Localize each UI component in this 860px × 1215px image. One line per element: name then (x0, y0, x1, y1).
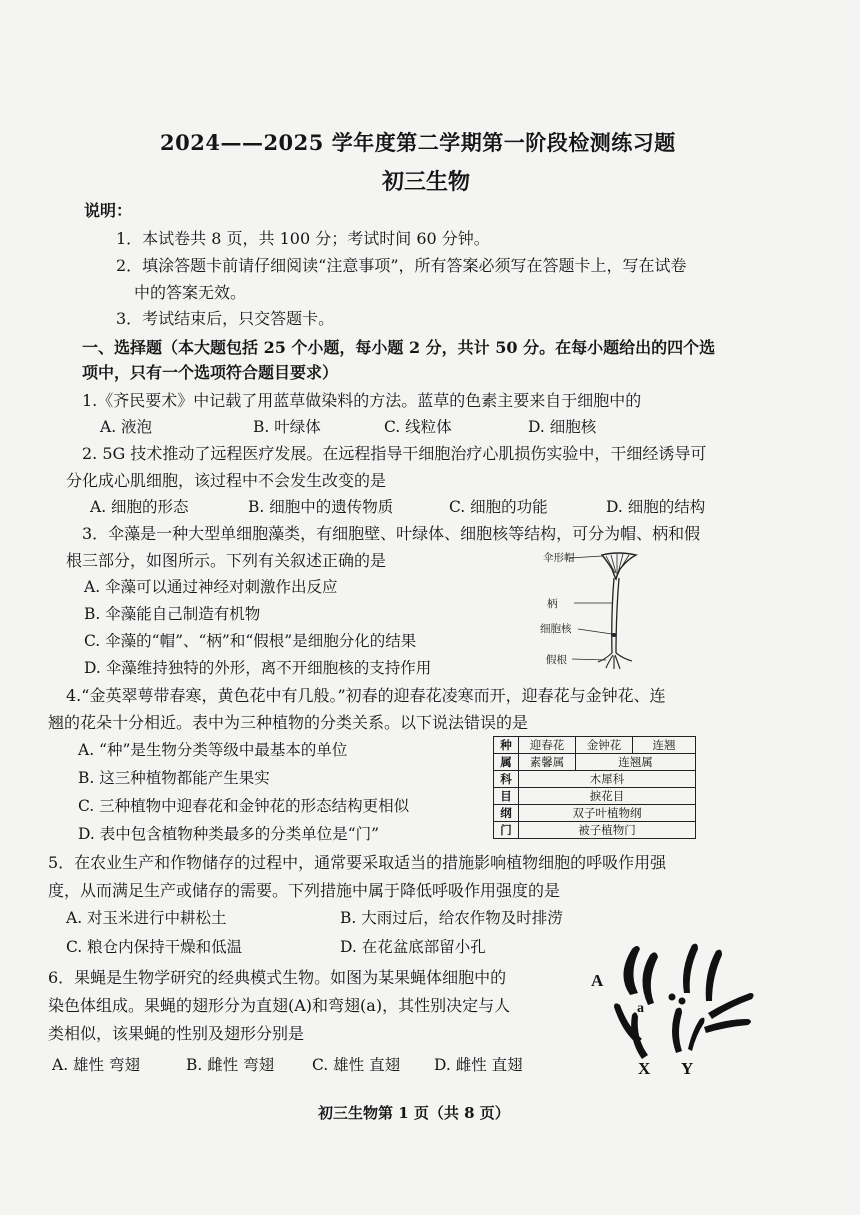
table-row (494, 737, 696, 754)
instructions-heading: 说明： (84, 201, 133, 220)
instruction-item: 2．填涂答题卡前请仔细阅读“注意事项”，所有答案必须写在答题卡上，写在试卷 (116, 256, 687, 275)
exam-title: 2024——2025 学年度第二学期第一阶段检测练习题 (160, 130, 676, 155)
question-stem: 翘的花朵十分相近。表中为三种植物的分类关系。以下说法错误的是 (48, 713, 529, 732)
table-row (494, 788, 696, 805)
question-stem: 度，从而满足生产或储存的需要。下列措施中属于降低呼吸作用强度的是 (48, 881, 561, 900)
section-heading: 一、选择题（本大题包括 25 个小题，每小题 2 分，共计 50 分。在每小题给出的四个选 (82, 338, 716, 357)
option: C. 伞藻的“帽”、“柄”和“假根”是细胞分化的结果 (84, 632, 417, 650)
option: A. 伞藻可以通过神经对刺激作出反应 (84, 578, 338, 596)
option: D. 细胞核 (528, 418, 597, 436)
figure-label-rhizoid: 假根 (546, 654, 567, 666)
instruction-item: 1．本试卷共 8 页，共 100 分；考试时间 60 分钟。 (116, 229, 490, 248)
table-cell: 被子植物门 (519, 822, 696, 839)
option: B. 叶绿体 (253, 418, 321, 436)
table-cell: 连翘属 (576, 754, 696, 771)
gene-label-a: a (637, 1001, 644, 1016)
figure-label-cap: 伞形帽 (543, 552, 575, 564)
rank-cell: 目 (494, 788, 519, 805)
instruction-item: 3．考试结束后，只交答题卡。 (116, 309, 335, 328)
rank-cell: 纲 (494, 805, 519, 822)
taxonomy-table (493, 736, 696, 839)
section-heading: 项中，只有一个选项符合题目要求） (82, 363, 339, 382)
table-row (494, 754, 696, 771)
option: D. 伞藻维持独特的外形，离不开细胞核的支持作用 (84, 659, 432, 677)
option: B. 雌性 弯翅 (186, 1056, 275, 1074)
figure-label-stalk: 柄 (547, 598, 558, 610)
question-stem: 类相似，该果蝇的性别及翅形分别是 (48, 1024, 305, 1043)
option: C. 三种植物中迎春花和金钟花的形态结构更相似 (78, 797, 410, 815)
table-row (494, 771, 696, 788)
option: B. 细胞中的遗传物质 (248, 498, 394, 516)
option: D. 在花盆底部留小孔 (340, 938, 486, 956)
option: A. “种”是生物分类等级中最基本的单位 (78, 741, 348, 759)
table-cell: 金钟花 (576, 737, 633, 754)
question-stem: 根三部分，如图所示。下列有关叙述正确的是 (66, 551, 387, 570)
instruction-item: 中的答案无效。 (134, 283, 247, 302)
rank-cell: 门 (494, 822, 519, 839)
option: D. 雌性 直翅 (434, 1056, 523, 1074)
exam-subject: 初三生物 (382, 169, 471, 195)
option: D. 细胞的结构 (606, 498, 706, 516)
table-cell: 连翘 (633, 737, 696, 754)
rank-cell: 种 (494, 737, 519, 754)
question-stem: 染色体组成。果蝇的翅形分为直翅(A)和弯翅(a)，其性别决定与人 (48, 996, 511, 1015)
table-cell: 木犀科 (519, 771, 696, 788)
question-stem: 1.《齐民要术》中记载了用蓝草做染料的方法。蓝草的色素主要来自于细胞中的 (82, 391, 642, 410)
taxonomy-table-wrapper (493, 736, 696, 839)
chromosome-label-y: Y (681, 1059, 694, 1078)
option: A. 雄性 弯翅 (52, 1056, 140, 1074)
question-stem: 分化成心肌细胞，该过程中不会发生改变的是 (66, 471, 387, 490)
option: C. 线粒体 (384, 418, 452, 436)
gene-label-A: A (591, 971, 604, 990)
page-footer: 初三生物第 1 页（共 8 页） (318, 1104, 510, 1122)
table-row (494, 805, 696, 822)
chromosome-label-x: X (638, 1059, 651, 1078)
chromosome-drawing (588, 935, 768, 1085)
figure-label-nucleus: 细胞核 (540, 623, 572, 635)
acetabularia-figure (540, 545, 660, 675)
question-stem: 6．果蝇是生物学研究的经典模式生物。如图为某果蝇体细胞中的 (48, 968, 507, 987)
table-row (494, 822, 696, 839)
option: B. 伞藻能自己制造有机物 (84, 605, 261, 623)
table-cell: 迎春花 (519, 737, 576, 754)
option: A. 液泡 (100, 418, 153, 436)
option: C. 细胞的功能 (449, 498, 548, 516)
question-stem: 3．伞藻是一种大型单细胞藻类，有细胞壁、叶绿体、细胞核等结构，可分为帽、柄和假 (82, 524, 701, 543)
chromosome-figure (588, 935, 768, 1085)
option: C. 粮仓内保持干燥和低温 (66, 938, 243, 956)
option: D. 表中包含植物种类最多的分类单位是“门” (78, 825, 380, 843)
table-cell: 捩花目 (519, 788, 696, 805)
option: B. 这三种植物都能产生果实 (78, 769, 270, 787)
option: B. 大雨过后，给农作物及时排涝 (340, 909, 563, 927)
rank-cell: 科 (494, 771, 519, 788)
question-stem: 2. 5G 技术推动了远程医疗发展。在远程指导干细胞治疗心肌损伤实验中，干细经诱导可 (82, 444, 707, 463)
rank-cell: 属 (494, 754, 519, 771)
option: A. 对玉米进行中耕松土 (66, 909, 227, 927)
option: C. 雄性 直翅 (312, 1056, 401, 1074)
option: A. 细胞的形态 (90, 498, 189, 516)
table-cell: 素馨属 (519, 754, 576, 771)
table-cell: 双子叶植物纲 (519, 805, 696, 822)
question-stem: 5．在农业生产和作物储存的过程中，通常要采取适当的措施影响植物细胞的呼吸作用强 (48, 853, 667, 872)
question-stem: 4.“金英翠萼带春寒，黄色花中有几般。”初春的迎春花凌寒而开，迎春花与金钟花、连 (66, 686, 666, 705)
